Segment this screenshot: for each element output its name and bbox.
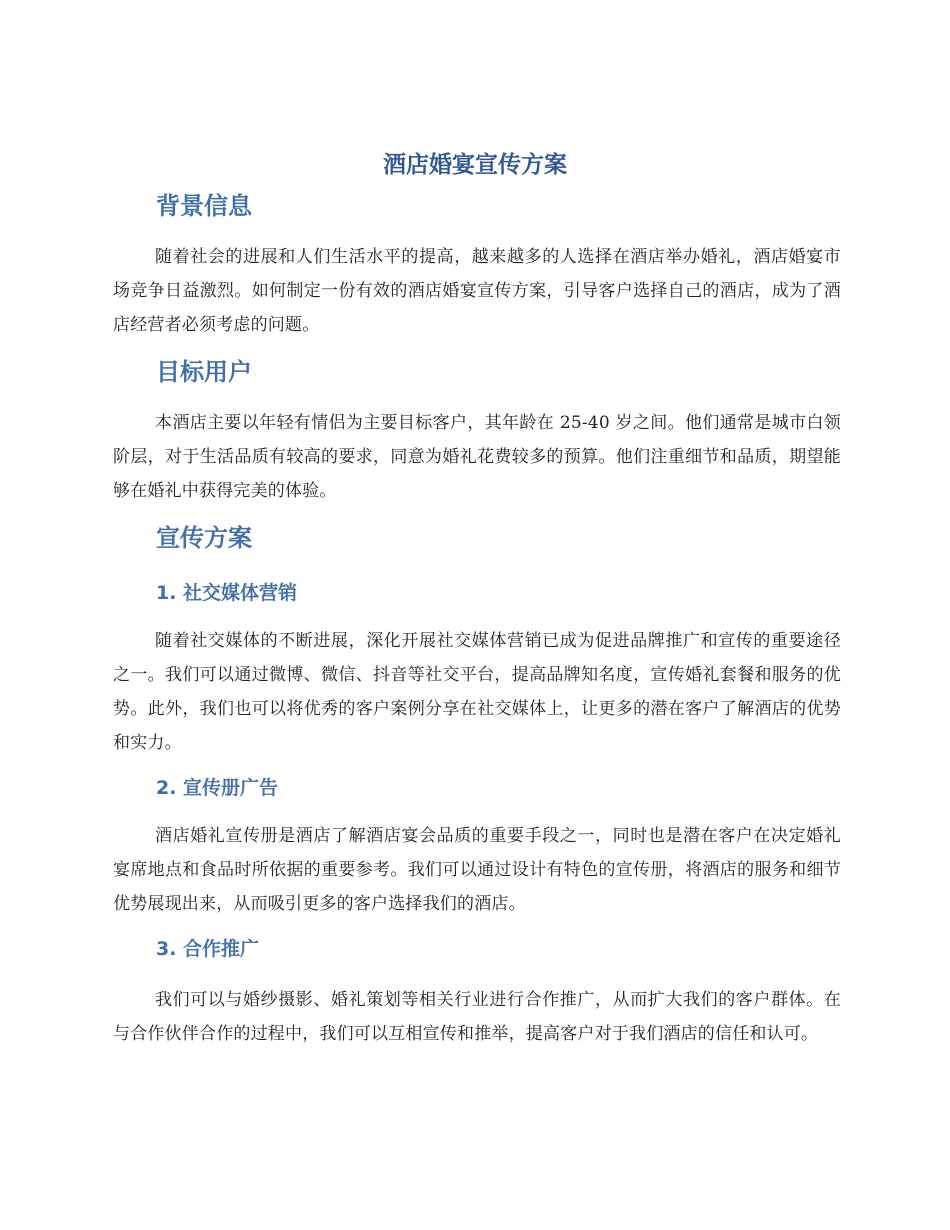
subsection-paragraph-social-media: 随着社交媒体的不断进展，深化开展社交媒体营销已成为促进品牌推广和宣传的重要途径之一。我们可以通过微博、微信、抖音等社交平台，提高品牌知名度，宣传婚礼套餐和服务的优势。此外，我们也可以将优秀的客户案例分享在社交媒体上，让更多的潜在客户了解酒店的优势和实力。 <box>113 631 841 753</box>
subsection-heading-social-media: 1. 社交媒体营销 <box>156 582 298 604</box>
section-heading-background: 背景信息 <box>156 192 252 220</box>
section-heading-target-users: 目标用户 <box>156 358 252 386</box>
subsection-paragraph-brochure: 酒店婚礼宣传册是酒店了解酒店宴会品质的重要手段之一，同时也是潜在客户在决定婚礼宴席地点和食品时所依据的重要参考。我们可以通过设计有特色的宣传册，将酒店的服务和细节优势展现出来，从而吸引更多的客户选择我们的酒店。 <box>113 826 841 914</box>
subsection-paragraph-cooperation: 我们可以与婚纱摄影、婚礼策划等相关行业进行合作推广，从而扩大我们的客户群体。在与合作伙伴合作的过程中，我们可以互相宣传和推举，提高客户对于我们酒店的信任和认可。 <box>113 990 841 1044</box>
document-title: 酒店婚宴宣传方案 <box>383 152 567 178</box>
subsection-heading-brochure: 2. 宣传册广告 <box>156 777 279 799</box>
section-paragraph-background: 随着社会的进展和人们生活水平的提高，越来越多的人选择在酒店举办婚礼，酒店婚宴市场竞争日益激烈。如何制定一份有效的酒店婚宴宣传方案，引导客户选择自己的酒店，成为了酒店经营者必须考虑的问题。 <box>113 247 841 335</box>
subsection-heading-cooperation: 3. 合作推广 <box>156 938 260 960</box>
section-paragraph-target-users: 本酒店主要以年轻有情侣为主要目标客户，其年龄在 25-40 岁之间。他们通常是城市白领阶层，对于生活品质有较高的要求，同意为婚礼花费较多的预算。他们注重细节和品质，期望能够在婚礼中获得完美的体验。 <box>113 413 841 501</box>
section-heading-promotion-plan: 宣传方案 <box>156 524 252 552</box>
